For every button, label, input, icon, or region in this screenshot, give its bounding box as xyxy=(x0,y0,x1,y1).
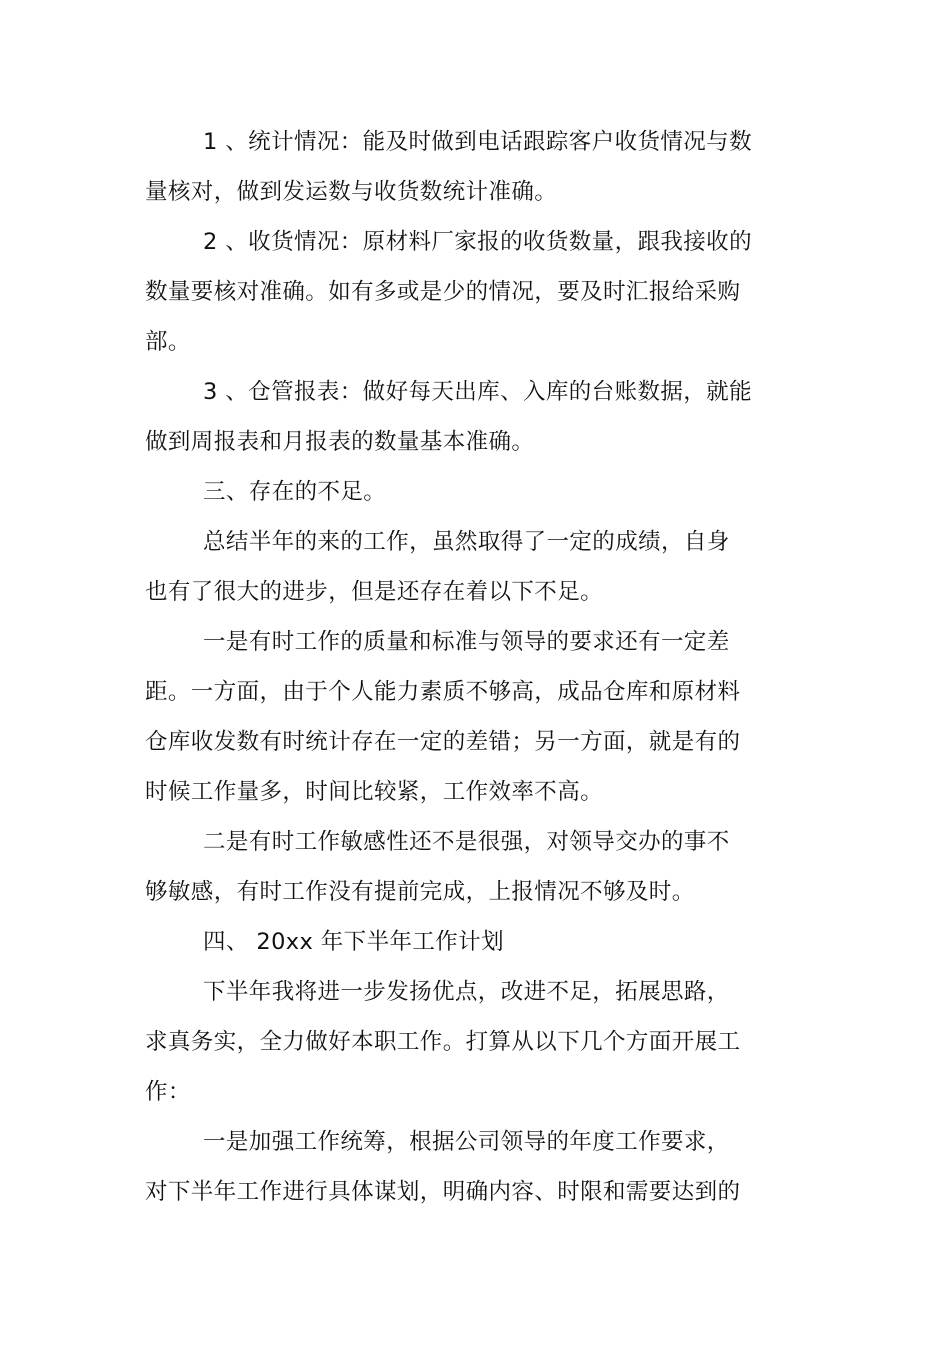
text-line: 求真务实，全力做好本职工作。打算从以下几个方面开展工 xyxy=(145,1029,741,1055)
text-line: 1 、统计情况：能及时做到电话跟踪客户收货情况与数 xyxy=(203,129,752,155)
text-line: 数量要核对准确。如有多或是少的情况，要及时汇报给采购 xyxy=(145,279,741,305)
text-line: 部。 xyxy=(145,329,191,355)
text-line: 做到周报表和月报表的数量基本准确。 xyxy=(145,429,535,455)
section-heading: 四、 20xx 年下半年工作计划 xyxy=(203,929,504,955)
text-line: 一是有时工作的质量和标准与领导的要求还有一定差 xyxy=(203,629,730,655)
text-line: 一是加强工作统筹，根据公司领导的年度工作要求， xyxy=(203,1129,730,1155)
text-line: 够敏感，有时工作没有提前完成，上报情况不够及时。 xyxy=(145,879,695,905)
section-heading: 三、存在的不足。 xyxy=(203,479,387,505)
text-line: 作： xyxy=(145,1079,191,1105)
text-line: 量核对，做到发运数与收货数统计准确。 xyxy=(145,179,558,205)
text-line: 时候工作量多，时间比较紧，工作效率不高。 xyxy=(145,779,604,805)
text-line: 总结半年的来的工作，虽然取得了一定的成绩，自身 xyxy=(203,529,730,555)
text-line: 仓库收发数有时统计存在一定的差错；另一方面，就是有的 xyxy=(145,729,741,755)
text-line: 对下半年工作进行具体谋划，明确内容、时限和需要达到的 xyxy=(145,1179,741,1205)
text-line: 3 、仓管报表：做好每天出库、入库的台账数据，就能 xyxy=(203,379,752,405)
text-line: 距。一方面，由于个人能力素质不够高，成品仓库和原材料 xyxy=(145,679,741,705)
text-line: 二是有时工作敏感性还不是很强，对领导交办的事不 xyxy=(203,829,730,855)
text-line: 也有了很大的进步，但是还存在着以下不足。 xyxy=(145,579,604,605)
text-line: 2 、收货情况：原材料厂家报的收货数量，跟我接收的 xyxy=(203,229,752,255)
text-line: 下半年我将进一步发扬优点，改进不足，拓展思路， xyxy=(203,979,730,1005)
